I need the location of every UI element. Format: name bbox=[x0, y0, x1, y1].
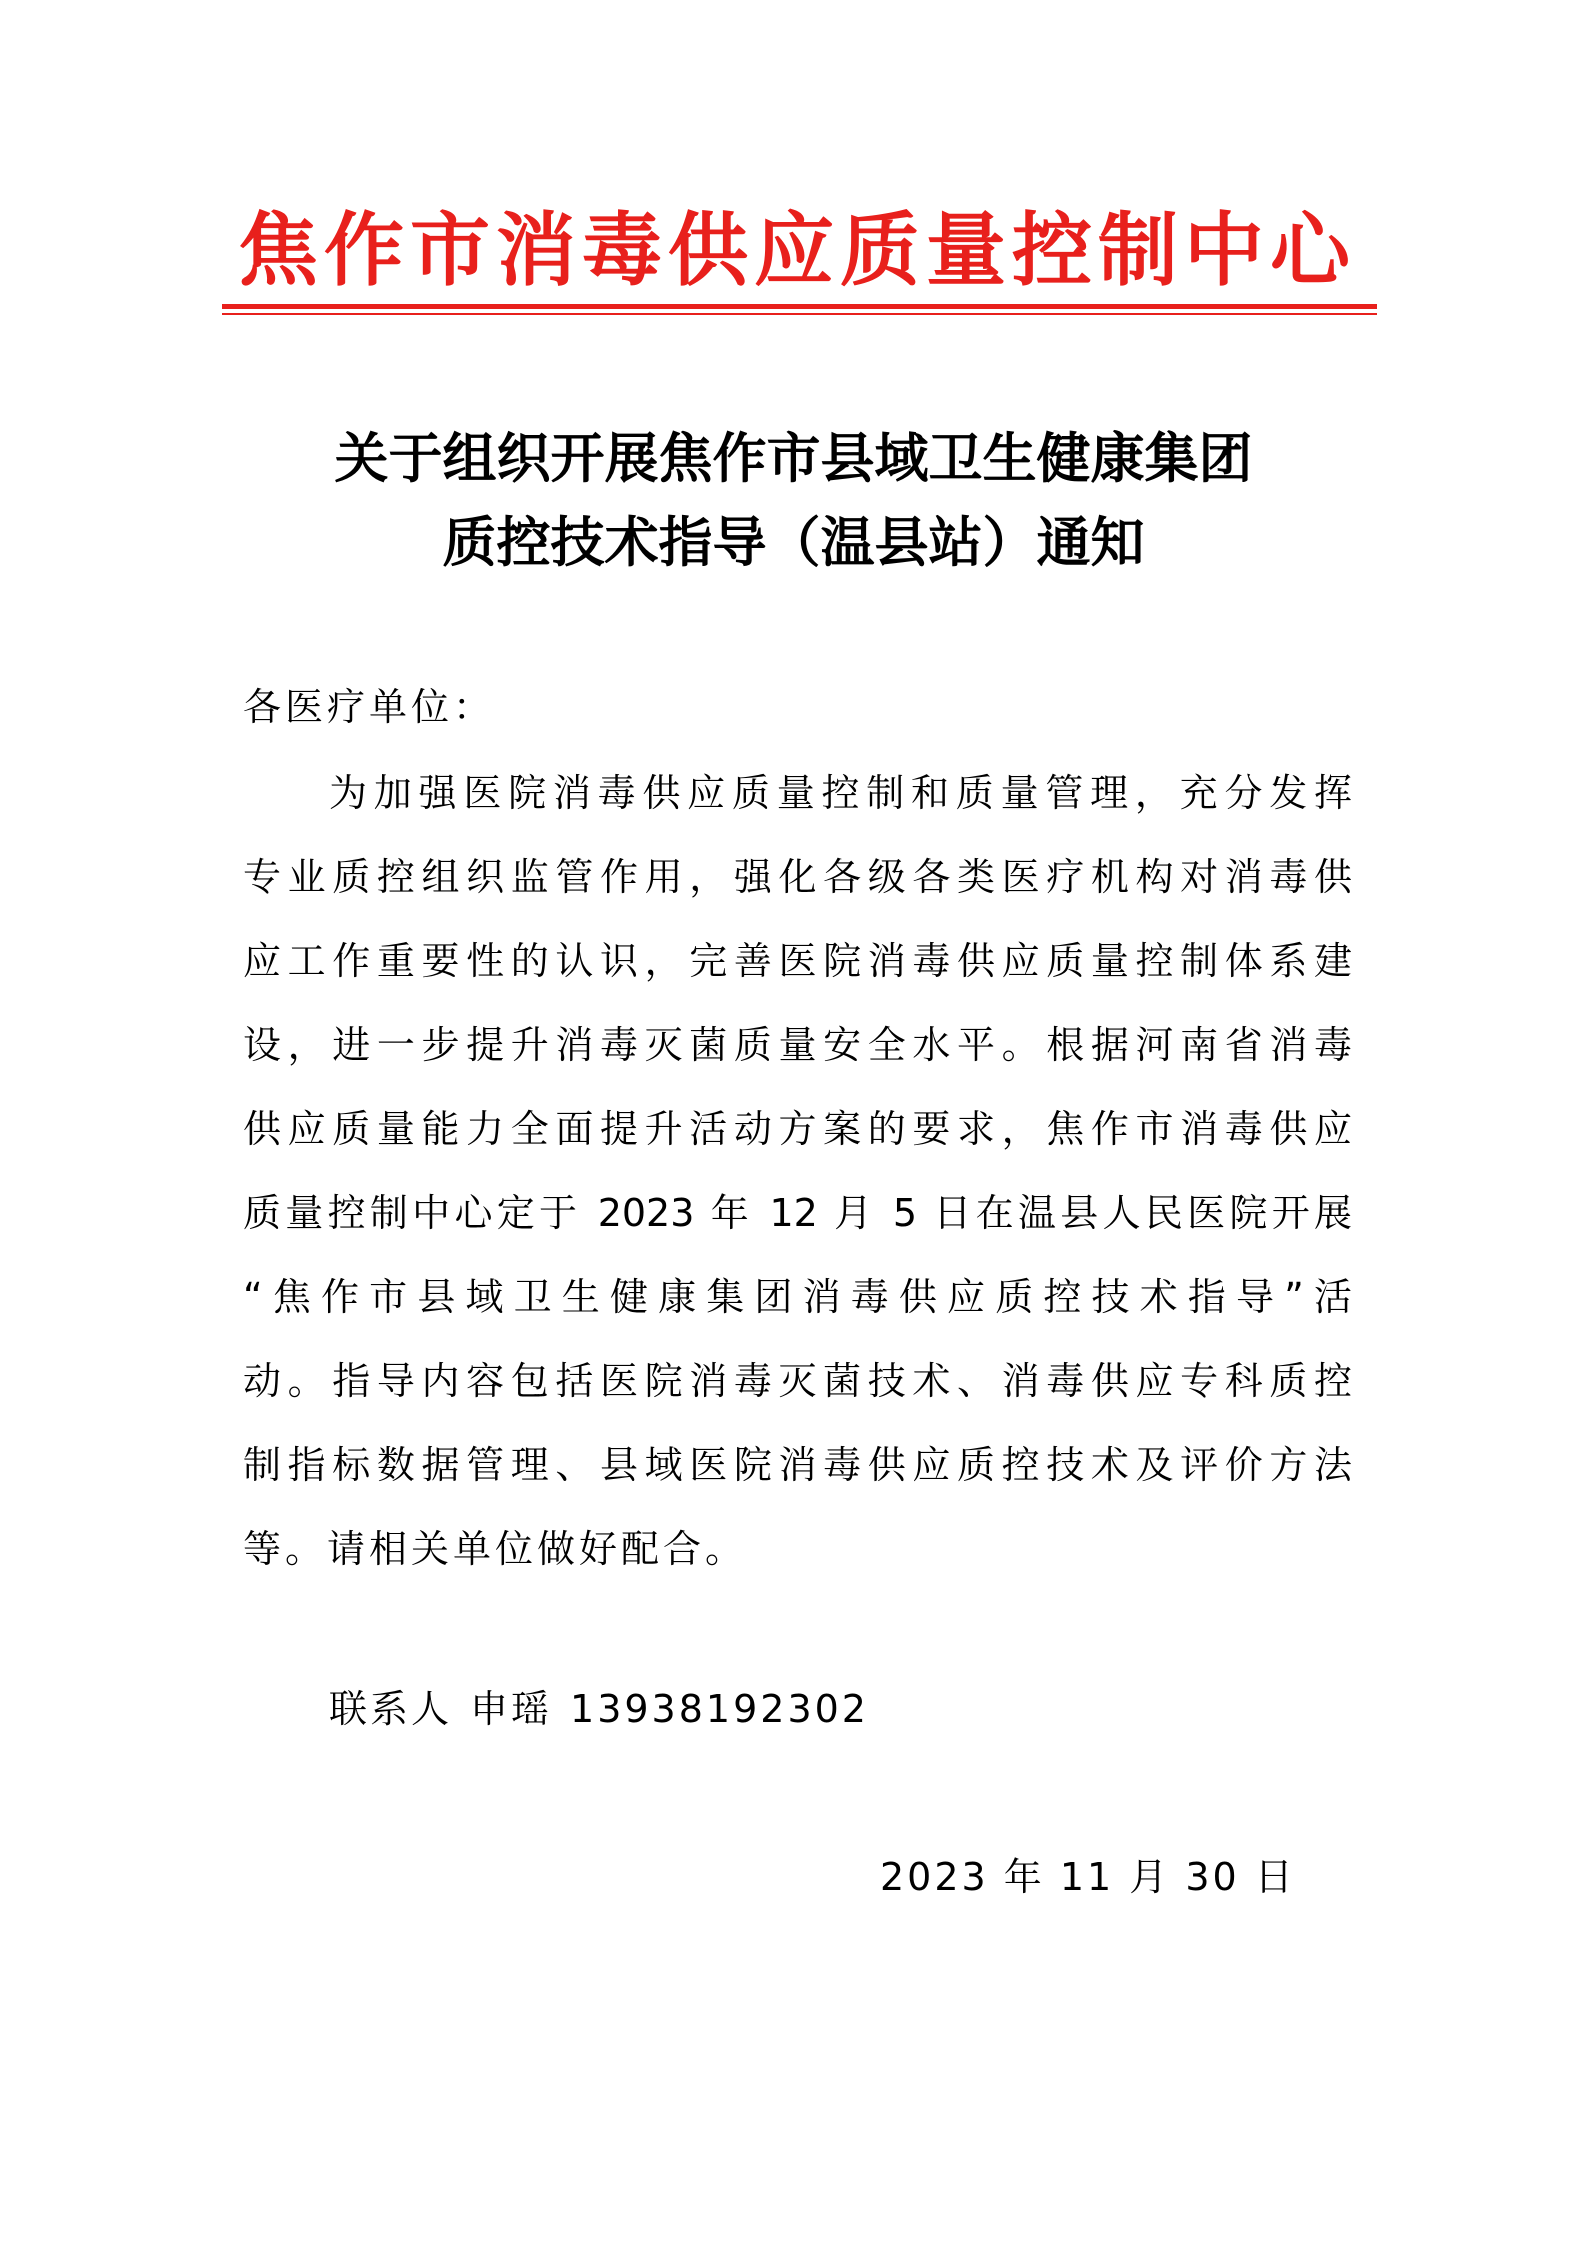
letterhead-rule-thick bbox=[222, 304, 1377, 309]
body-line: 应工作重要性的认识，完善医院消毒供应质量控制体系建 bbox=[243, 939, 1352, 983]
body-line: 供应质量能力全面提升活动方案的要求，焦作市消毒供应 bbox=[243, 1107, 1352, 1151]
notice-title bbox=[200, 416, 1387, 584]
issue-date: 2023 年 11 月 30 日 bbox=[880, 1855, 1296, 1899]
contact-name: 申瑶 bbox=[470, 1687, 553, 1731]
letterhead-org-name: 焦作市消毒供应质量控制中心 bbox=[238, 203, 1356, 297]
contact-phone: 13938192302 bbox=[570, 1687, 869, 1731]
body-line: 为加强医院消毒供应质量控制和质量管理，充分发挥 bbox=[329, 771, 1352, 815]
body-line: “焦作市县域卫生健康集团消毒供应质控技术指导”活 bbox=[243, 1275, 1352, 1319]
body-line: 设，进一步提升消毒灭菌质量安全水平。根据河南省消毒 bbox=[243, 1023, 1352, 1067]
body-line: 等。请相关单位做好配合。 bbox=[243, 1527, 748, 1571]
body-line: 专业质控组织监管作用，强化各级各类医疗机构对消毒供 bbox=[243, 855, 1352, 899]
letterhead-rule-thin bbox=[222, 313, 1377, 315]
notice-title-line-1: 关于组织开展焦作市县域卫生健康集团 bbox=[334, 426, 1253, 490]
body-line: 制指标数据管理、县域医院消毒供应质控技术及评价方法 bbox=[243, 1443, 1352, 1487]
body-line: 动。指导内容包括医院消毒灭菌技术、消毒供应专科质控 bbox=[243, 1359, 1352, 1403]
contact-label: 联系人 bbox=[329, 1687, 453, 1731]
body-line: 质量控制中心定于 2023 年 12 月 5 日在温县人民医院开展 bbox=[243, 1191, 1352, 1235]
contact-info bbox=[329, 1680, 887, 1738]
notice-title-line-2: 质控技术指导（温县站）通知 bbox=[442, 510, 1145, 574]
salutation: 各医疗单位： bbox=[243, 685, 496, 729]
